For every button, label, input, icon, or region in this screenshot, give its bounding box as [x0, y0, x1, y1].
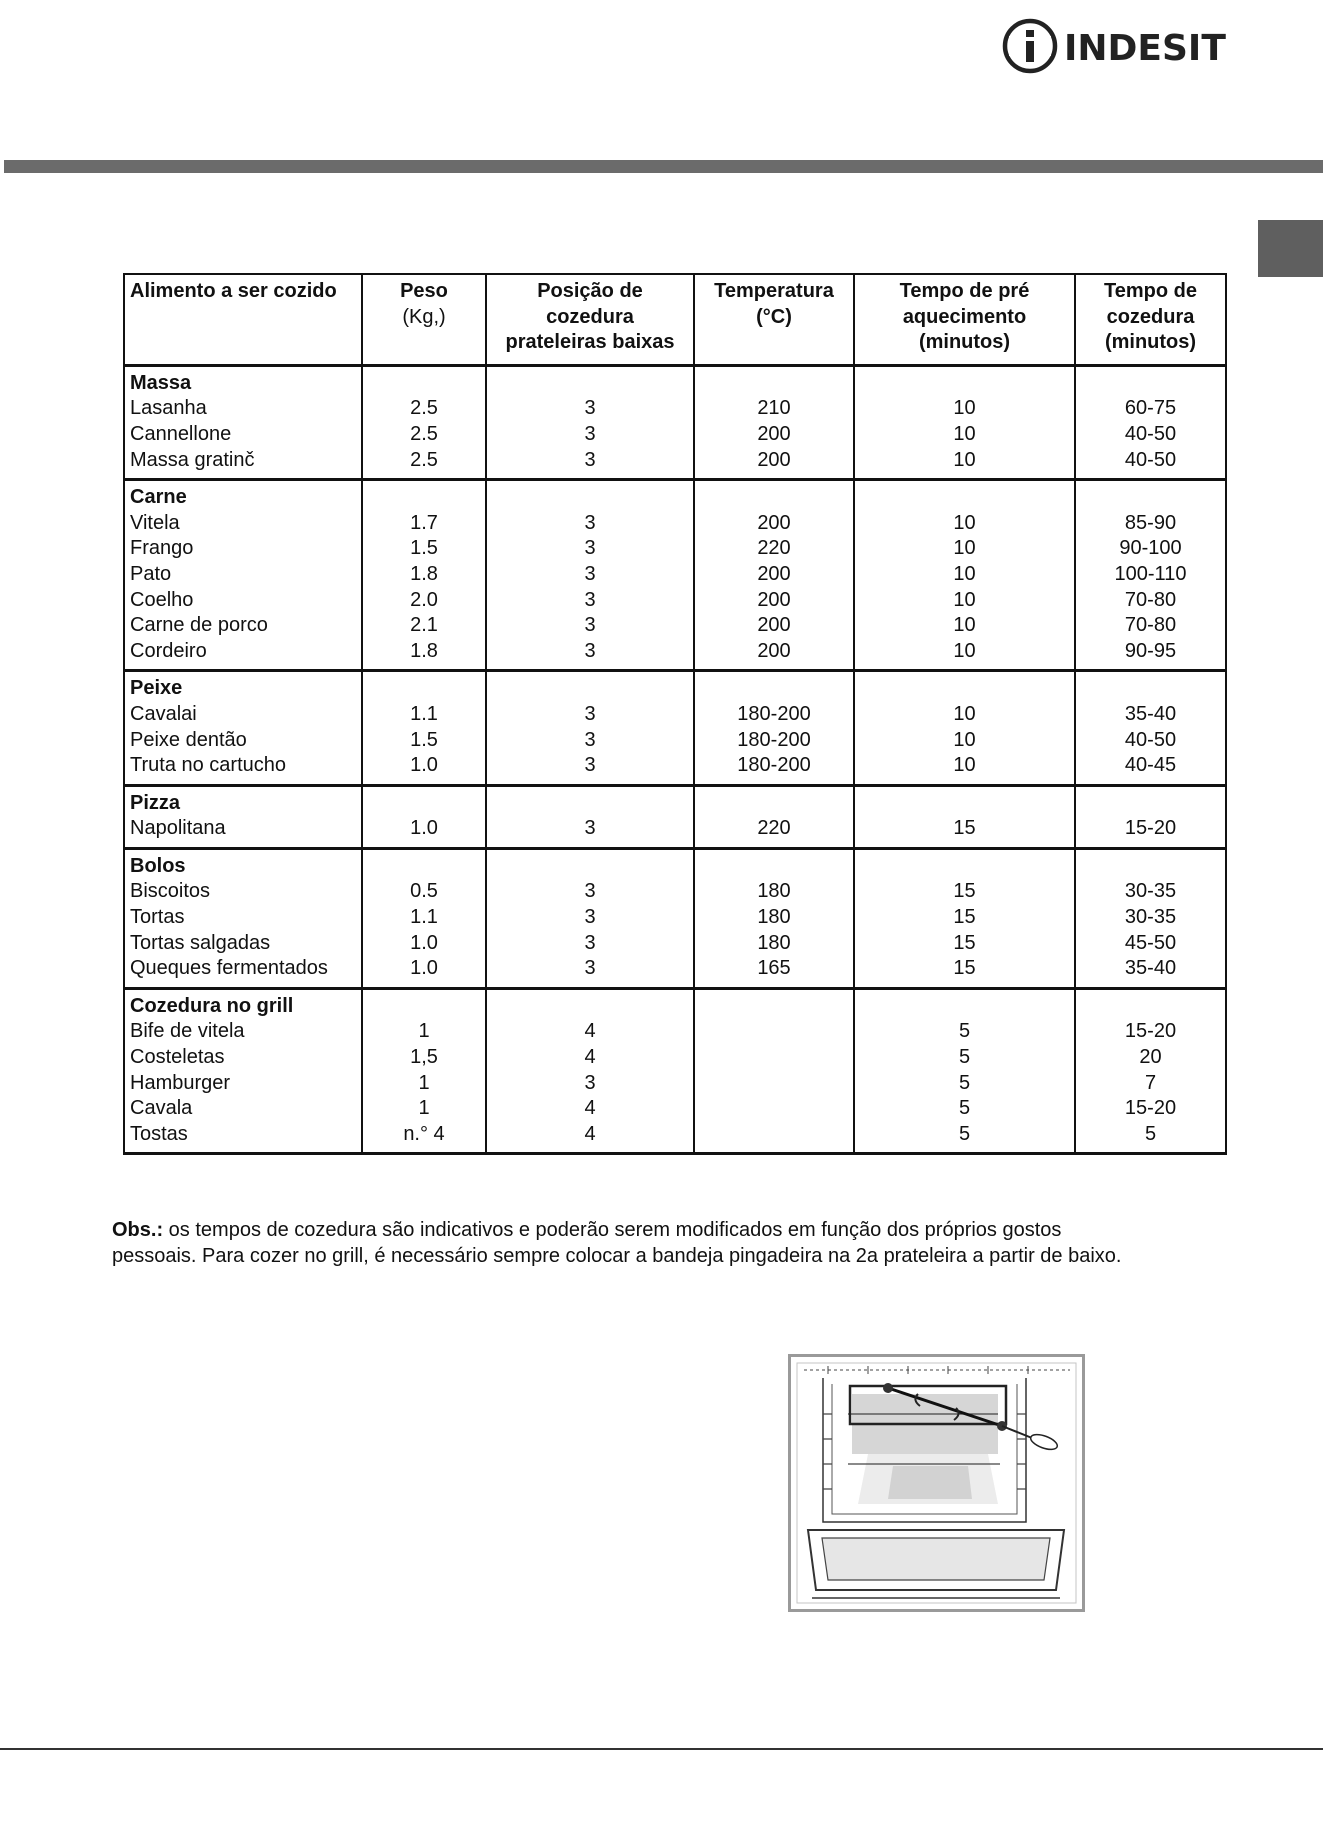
cell-preheat-column — [854, 365, 1075, 479]
category-spacer — [855, 485, 1074, 511]
cell-temperature-column — [694, 988, 854, 1154]
category-spacer — [487, 485, 693, 511]
cell-preheat: 5 — [958, 1097, 971, 1120]
category-heading: Peixe — [130, 677, 183, 700]
observation-note — [112, 1217, 1232, 1269]
table-group — [124, 785, 1226, 848]
category-spacer — [855, 791, 1074, 817]
cell-food: Carne de porco — [130, 614, 268, 637]
cell-shelf: 3 — [584, 562, 596, 585]
cell-temperature: 165 — [757, 957, 791, 980]
cell-shelf: 3 — [584, 448, 596, 471]
cell-shelf: 4 — [584, 1020, 596, 1043]
cell-preheat: 10 — [953, 537, 976, 560]
cell-food: Truta no cartucho — [130, 754, 287, 777]
cell-shelf: 3 — [584, 537, 596, 560]
cell-shelf: 3 — [584, 957, 596, 980]
cell-preheat: 10 — [953, 639, 976, 662]
cell-weight: 1.5 — [410, 537, 438, 560]
cell-food: Napolitana — [130, 817, 226, 840]
cell-preheat: 10 — [953, 448, 976, 471]
category-spacer — [363, 791, 485, 817]
category-spacer — [363, 676, 485, 702]
cell-temperature — [695, 1071, 853, 1097]
note-label: Obs.: — [112, 1219, 164, 1241]
cell-preheat: 10 — [953, 754, 976, 777]
cell-weight: n.° 4 — [403, 1122, 445, 1145]
cell-cooking-time: 15-20 — [1124, 1020, 1177, 1043]
cell-food: Vitela — [130, 511, 180, 534]
category-spacer — [695, 994, 853, 1020]
cell-temperature: 210 — [757, 397, 791, 420]
cell-shelf: 4 — [584, 1046, 596, 1069]
cell-shelf: 3 — [584, 817, 596, 840]
category-heading: Massa — [130, 371, 192, 394]
cell-shelf: 3 — [584, 906, 596, 929]
cell-shelf: 3 — [584, 728, 596, 751]
cell-food: Cavalai — [130, 702, 197, 725]
cell-food-column — [124, 365, 362, 479]
cell-food: Cordeiro — [130, 639, 207, 662]
cell-weight: 1.0 — [410, 957, 438, 980]
cell-food: Peixe dentão — [130, 728, 247, 751]
cell-shelf-column — [486, 480, 694, 671]
cell-weight: 2.5 — [410, 448, 438, 471]
cell-temperature — [695, 1122, 853, 1148]
table-row — [124, 785, 1226, 848]
cell-shelf-column — [486, 365, 694, 479]
header-weight: Peso (Kg,) — [362, 274, 486, 365]
cell-weight-column — [362, 848, 486, 988]
cell-weight: 2.1 — [410, 614, 438, 637]
header-band — [4, 160, 1323, 173]
category-spacer — [855, 371, 1074, 397]
table-row — [124, 848, 1226, 988]
cell-preheat: 10 — [953, 397, 976, 420]
cell-cooking-time: 30-35 — [1124, 880, 1177, 903]
cell-shelf: 3 — [584, 702, 596, 725]
cell-food: Bife de vitela — [130, 1020, 245, 1043]
cell-cooking-time: 30-35 — [1124, 906, 1177, 929]
table-group — [124, 671, 1226, 785]
cell-cooking-time: 15-20 — [1124, 1097, 1177, 1120]
cell-preheat-column — [854, 988, 1075, 1154]
cell-temperature — [695, 1019, 853, 1045]
cell-cooking-time: 5 — [1144, 1122, 1157, 1145]
category-spacer — [363, 854, 485, 880]
cell-shelf: 3 — [584, 614, 596, 637]
cell-shelf: 3 — [584, 397, 596, 420]
table-row — [124, 480, 1226, 671]
note-line-2: pessoais. Para cozer no grill, é necessário sempre colocar a bandeja pingadeira na 2a prateleira a partir de baixo. — [112, 1245, 1122, 1267]
cell-cooking-time: 40-45 — [1124, 754, 1177, 777]
table-group — [124, 365, 1226, 479]
cell-temperature: 200 — [757, 614, 791, 637]
header-temperature: Temperatura (°C) — [694, 274, 854, 365]
cell-shelf-column — [486, 988, 694, 1154]
category-spacer — [363, 371, 485, 397]
indesit-logo — [1000, 16, 1230, 76]
cell-preheat: 15 — [953, 957, 976, 980]
cell-food: Hamburger — [130, 1071, 231, 1094]
cell-food-column — [124, 988, 362, 1154]
cell-preheat: 10 — [953, 422, 976, 445]
cell-food: Cavala — [130, 1097, 193, 1120]
category-spacer — [695, 854, 853, 880]
cell-food: Costeletas — [130, 1046, 225, 1069]
cell-preheat: 10 — [953, 702, 976, 725]
cell-weight: 1.5 — [410, 728, 438, 751]
table-group — [124, 848, 1226, 988]
cell-temperature: 200 — [757, 511, 791, 534]
cell-cooking-time: 40-50 — [1124, 422, 1177, 445]
cell-weight: 1.1 — [410, 702, 438, 725]
cell-preheat-column — [854, 671, 1075, 785]
cell-weight: 1 — [418, 1071, 430, 1094]
cell-food: Biscoitos — [130, 880, 211, 903]
cell-preheat: 10 — [953, 728, 976, 751]
cell-food: Cannellone — [130, 422, 232, 445]
category-spacer — [695, 791, 853, 817]
cell-food: Tortas — [130, 906, 185, 929]
cell-food: Massa gratinč — [130, 448, 255, 471]
note-line-1: Obs.: os tempos de cozedura são indicativos e poderão serem modificados em função dos próprios gostos — [112, 1219, 1062, 1241]
cell-shelf: 3 — [584, 1071, 596, 1094]
cell-cooking-time-column — [1075, 988, 1226, 1154]
header-cooking-time: Tempo de cozedura (minutos) — [1075, 274, 1226, 365]
category-spacer — [1076, 854, 1225, 880]
category-spacer — [363, 485, 485, 511]
side-tab — [1258, 220, 1323, 277]
cell-shelf: 4 — [584, 1122, 596, 1145]
cell-food: Pato — [130, 562, 172, 585]
cell-weight: 2.0 — [410, 588, 438, 611]
cell-weight: 1 — [418, 1097, 430, 1120]
cell-cooking-time: 90-95 — [1124, 639, 1177, 662]
cell-weight: 0.5 — [410, 880, 438, 903]
table-group — [124, 988, 1226, 1154]
cell-temperature — [695, 1045, 853, 1071]
cell-food-column — [124, 480, 362, 671]
category-heading: Carne — [130, 486, 187, 509]
cell-shelf: 3 — [584, 931, 596, 954]
category-spacer — [695, 676, 853, 702]
cell-temperature-column — [694, 785, 854, 848]
cell-weight: 1.0 — [410, 931, 438, 954]
cell-temperature: 200 — [757, 422, 791, 445]
category-spacer — [1076, 791, 1225, 817]
cell-cooking-time: 100-110 — [1114, 562, 1187, 585]
cell-weight-column — [362, 365, 486, 479]
cell-temperature: 200 — [757, 562, 791, 585]
cell-food: Coelho — [130, 588, 194, 611]
footer-rule — [0, 1748, 1323, 1750]
category-heading: Bolos — [130, 854, 186, 877]
category-heading: Pizza — [130, 791, 181, 814]
cell-preheat: 5 — [958, 1020, 971, 1043]
cell-preheat: 10 — [953, 562, 976, 585]
cell-food-column — [124, 848, 362, 988]
cell-temperature: 220 — [757, 817, 791, 840]
category-spacer — [487, 994, 693, 1020]
cell-cooking-time: 40-50 — [1124, 448, 1177, 471]
cell-cooking-time: 70-80 — [1124, 588, 1177, 611]
category-spacer — [1076, 485, 1225, 511]
category-spacer — [1076, 676, 1225, 702]
category-spacer — [1076, 994, 1225, 1020]
category-spacer — [1076, 371, 1225, 397]
cell-temperature-column — [694, 848, 854, 988]
cell-preheat: 5 — [958, 1071, 971, 1094]
cell-preheat: 10 — [953, 511, 976, 534]
cell-food-column — [124, 785, 362, 848]
cell-shelf: 4 — [584, 1097, 596, 1120]
cell-shelf: 3 — [584, 588, 596, 611]
cell-cooking-time-column — [1075, 785, 1226, 848]
table-row — [124, 671, 1226, 785]
cell-temperature: 180-200 — [737, 754, 811, 777]
cell-cooking-time: 15-20 — [1124, 817, 1177, 840]
cell-preheat: 15 — [953, 906, 976, 929]
table-header-row — [124, 274, 1226, 365]
header-shelf-position: Posição de cozedura prateleiras baixas — [486, 274, 694, 365]
cell-shelf: 3 — [584, 880, 596, 903]
cell-preheat: 10 — [953, 614, 976, 637]
category-spacer — [695, 371, 853, 397]
cell-temperature: 200 — [757, 448, 791, 471]
cell-shelf: 3 — [584, 754, 596, 777]
cell-cooking-time: 60-75 — [1124, 397, 1177, 420]
cell-food: Lasanha — [130, 397, 207, 420]
cell-preheat: 5 — [958, 1046, 971, 1069]
table-row — [124, 988, 1226, 1154]
cell-cooking-time: 40-50 — [1124, 728, 1177, 751]
cell-weight: 2.5 — [410, 422, 438, 445]
cell-shelf: 3 — [584, 639, 596, 662]
cell-temperature: 220 — [757, 537, 791, 560]
cell-shelf: 3 — [584, 511, 596, 534]
cell-cooking-time: 85-90 — [1124, 511, 1177, 534]
category-spacer — [695, 485, 853, 511]
cell-cooking-time-column — [1075, 480, 1226, 671]
cell-weight: 1.8 — [410, 562, 438, 585]
category-spacer — [487, 371, 693, 397]
category-spacer — [487, 854, 693, 880]
cooking-table-container — [123, 273, 1225, 1155]
cell-food: Tostas — [130, 1122, 188, 1145]
cell-cooking-time-column — [1075, 365, 1226, 479]
cell-weight-column — [362, 480, 486, 671]
cell-preheat: 5 — [958, 1122, 971, 1145]
cell-cooking-time: 35-40 — [1124, 957, 1177, 980]
cell-preheat: 15 — [953, 931, 976, 954]
cell-preheat: 15 — [953, 817, 976, 840]
cell-preheat-column — [854, 785, 1075, 848]
cell-temperature: 200 — [757, 639, 791, 662]
cell-weight-column — [362, 785, 486, 848]
cell-temperature — [695, 1096, 853, 1122]
cell-temperature: 180 — [757, 880, 791, 903]
cell-cooking-time: 20 — [1139, 1046, 1162, 1069]
cell-cooking-time-column — [1075, 848, 1226, 988]
cell-temperature-column — [694, 365, 854, 479]
category-heading: Cozedura no grill — [130, 994, 294, 1017]
brand-name: INDESIT — [1064, 28, 1226, 69]
cell-temperature: 180-200 — [737, 702, 811, 725]
cooking-table — [123, 273, 1227, 1155]
cell-weight: 1.8 — [410, 639, 438, 662]
cell-temperature-column — [694, 671, 854, 785]
cell-weight-column — [362, 671, 486, 785]
cell-weight-column — [362, 988, 486, 1154]
cell-shelf-column — [486, 671, 694, 785]
cell-cooking-time: 45-50 — [1124, 931, 1177, 954]
cell-food: Frango — [130, 537, 194, 560]
category-spacer — [487, 791, 693, 817]
category-spacer — [487, 676, 693, 702]
cell-weight: 1.7 — [410, 511, 438, 534]
cell-weight: 1 — [418, 1020, 430, 1043]
table-group — [124, 480, 1226, 671]
cell-weight: 1.0 — [410, 754, 438, 777]
cell-shelf-column — [486, 785, 694, 848]
cell-preheat-column — [854, 480, 1075, 671]
cell-cooking-time: 35-40 — [1124, 702, 1177, 725]
cell-food-column — [124, 671, 362, 785]
cell-shelf-column — [486, 848, 694, 988]
cell-weight: 2.5 — [410, 397, 438, 420]
cell-temperature: 180 — [757, 931, 791, 954]
cell-preheat-column — [854, 848, 1075, 988]
cell-shelf: 3 — [584, 422, 596, 445]
cell-cooking-time: 90-100 — [1119, 537, 1182, 560]
category-spacer — [855, 854, 1074, 880]
category-spacer — [855, 994, 1074, 1020]
cell-weight: 1.0 — [410, 817, 438, 840]
cell-temperature: 200 — [757, 588, 791, 611]
cell-preheat: 15 — [953, 880, 976, 903]
header-preheat-time: Tempo de pré aquecimento (minutos) — [854, 274, 1075, 365]
cell-cooking-time: 7 — [1144, 1071, 1157, 1094]
cell-cooking-time-column — [1075, 671, 1226, 785]
cell-food: Queques fermentados — [130, 957, 328, 980]
header-food: Alimento a ser cozido — [124, 274, 362, 365]
category-spacer — [363, 994, 485, 1020]
cell-weight: 1.1 — [410, 906, 438, 929]
cell-temperature: 180 — [757, 906, 791, 929]
category-spacer — [855, 676, 1074, 702]
cell-temperature: 180-200 — [737, 728, 811, 751]
cell-food: Tortas salgadas — [130, 931, 271, 954]
cell-cooking-time: 70-80 — [1124, 614, 1177, 637]
cell-preheat: 10 — [953, 588, 976, 611]
table-row — [124, 365, 1226, 479]
cell-temperature-column — [694, 480, 854, 671]
cell-weight: 1,5 — [410, 1046, 438, 1069]
oven-rotisserie-illustration — [788, 1354, 1085, 1612]
